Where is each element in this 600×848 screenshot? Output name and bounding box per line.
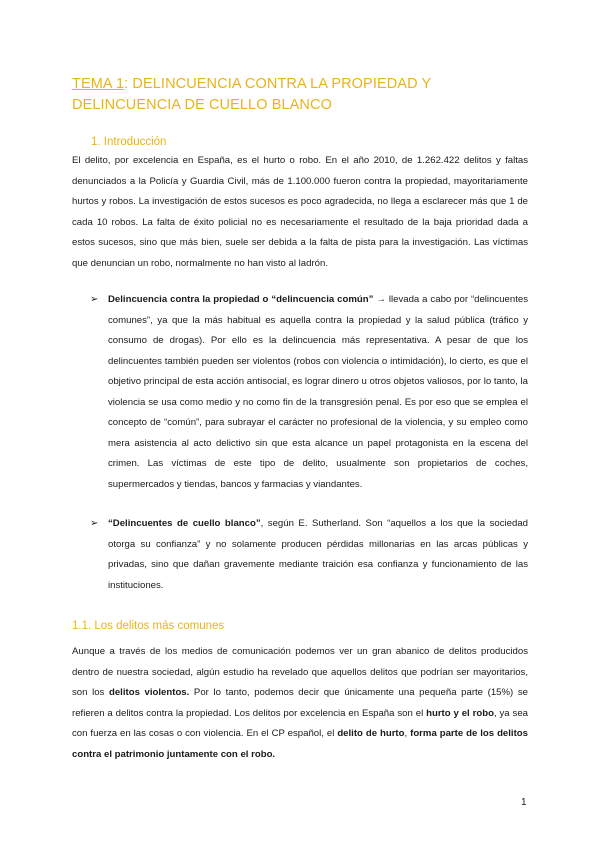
bullet-bold-term: Delincuencia contra la propiedad o “delincuencia común” [108,294,374,305]
bullet-arrow-icon: ➢ [90,294,99,305]
bullet-item-cuello-blanco [90,514,528,596]
bold-run: forma parte de los delitos contra el patrimonio juntamente con el robo. [72,728,528,760]
bullet-body: , según E. Sutherland. Son “aquellos a los que la sociedad otorga su confianza” y no solamente producen pérdidas millonarias en las arcas públicas y privadas, sino que dañan gravemente mediante traición esa confianza y funcionamiento de las instituciones. [108,518,529,591]
text-run: Aunque a través de los medios de comunicación podemos ver un gran abanico de delitos producidos dentro de nuestra sociedad, algún estudio ha revelado que aquellos delitos que podrían ser mayoritarios, son los [72,646,528,698]
document-title [72,74,532,116]
title-text: : DELINCUENCIA CONTRA LA PROPIEDAD Y DELINCUENCIA DE CUELLO BLANCO [72,76,432,113]
bullet-text [108,290,528,495]
intro-paragraph: El delito, por excelencia en España, es el hurto o robo. En el año 2010, de 1.262.422 delitos y faltas denunciados a la Policía y Guardia Civil, más de 1.100.000 fueron contra la propiedad, mayoritariamente hurtos y robos. La investigación de estos sucesos es poco agradecida, no llega a esclarecer más que 1 de cada 10 robos. La falta de éxito policial no es necesariamente el resultado de la baja prioridad dada a estos sucesos, sino que más bien, suele ser debida a la falta de pista para la investigación. Las víctimas que denuncian un robo, normalmente no han visto al ladrón. [72,155,528,269]
bold-run: delitos violentos. [108,687,190,698]
bold-run: hurto y el robo [426,707,494,719]
bullet-arrow-icon: ➢ [90,518,99,529]
delitos-paragraph [72,642,528,765]
bullet-bold-term: “Delincuentes de cuello blanco” [108,518,261,529]
bullet-body: → llevada a cabo por “delincuentes comunes”, ya que la más habitual es aquella contra la propiedad y la salud pública (tráfico y consumo de drogas). Por ello es la delincuencia más representativa. A pesar de que los delincuentes también pueden ser violentos (robos con violencia o intimidación), lo cierto, es que el objetivo principal de esta acción antisocial, es lograr dinero u otros objetos valiosos, por lo tanto, la violencia se usa como medio y no como fin de la transgresión penal. Es por eso que se emplea el concepto de “común”, para subrayar el carácter no profesional de la violencia, y su empleo como mera asistencia al acto delictivo sin que esta alcance un papel protagonista en la escena del crimen. Las víctimas de este tipo de delito, usualmente son propietarios de coches, supermercados y tiendas, bancos y farmacias y viandantes. [108,294,529,490]
bullet-text [108,514,528,596]
text-run: Por lo tanto, podemos decir que únicamente una pequeña parte (15%) se refieren a delitos contra la propiedad. Los delitos por excelencia en España son el [72,687,528,719]
section-heading-delitos-comunes: 1.1. Los delitos más comunes [72,620,225,632]
bullet-item-delincuencia-comun [90,290,528,495]
bold-run: delito de hurto [337,728,405,739]
title-number: TEMA 1 [72,76,125,92]
text-run: , [404,728,411,739]
text-run: , ya sea con fuerza en las cosas o con violencia. En el CP español, el [72,707,528,739]
section-heading-introduccion: 1. Introducción [91,136,167,148]
page-number: 1 [521,797,527,808]
